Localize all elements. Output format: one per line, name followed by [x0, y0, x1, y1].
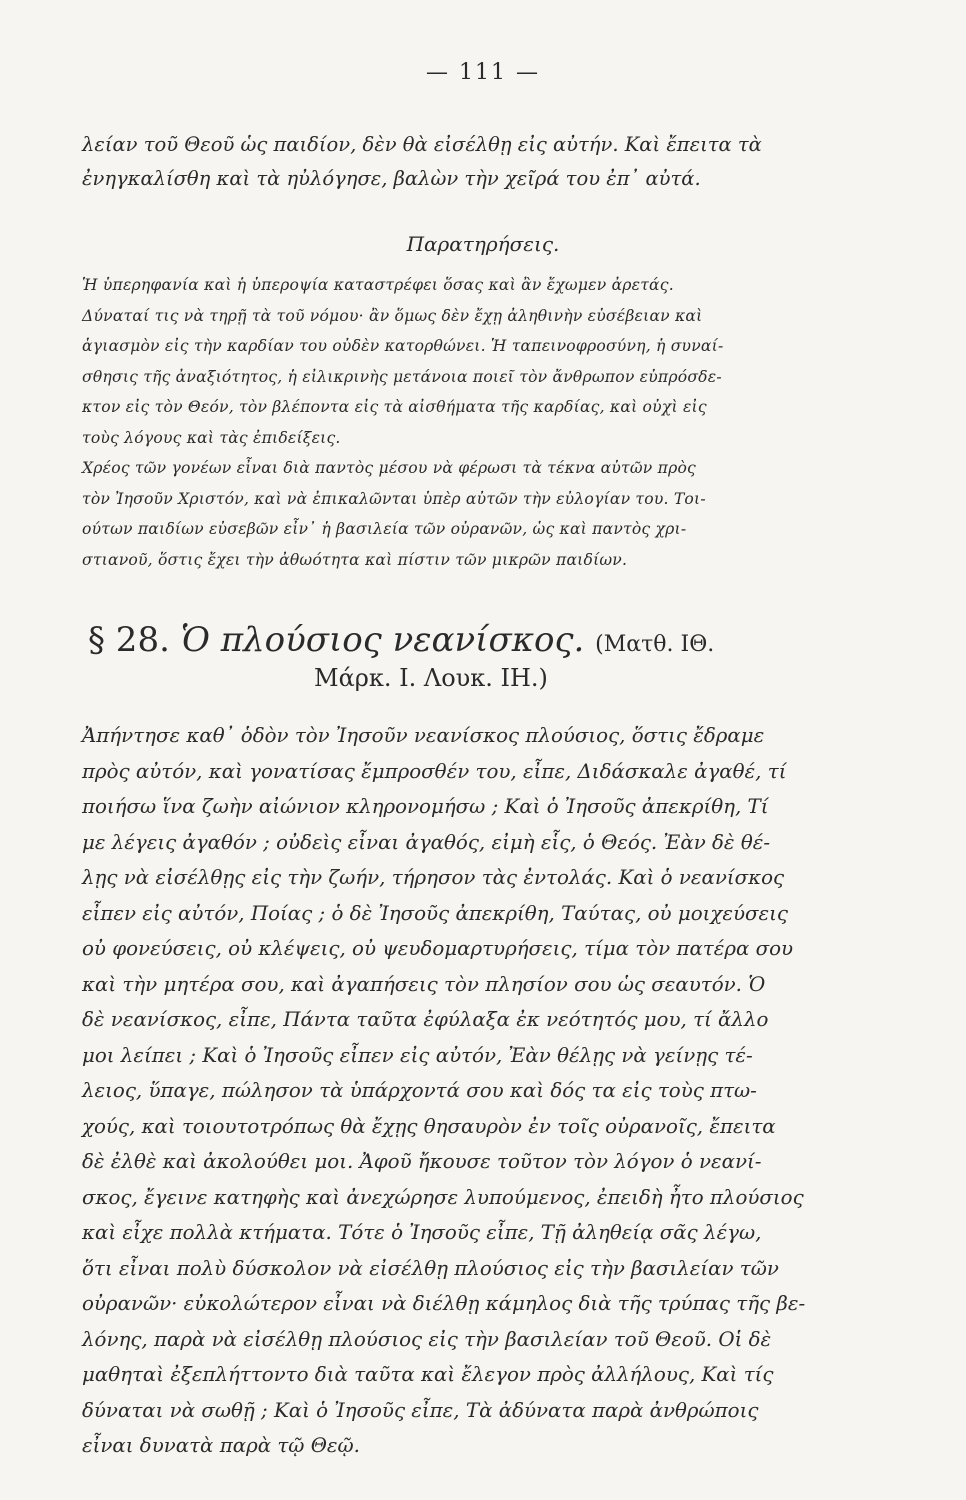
text-line: Ἀπήντησε καθ᾽ ὁδὸν τὸν Ἰησοῦν νεανίσκος πλούσιος, ὅστις ἔδραμε — [82, 724, 765, 747]
section-number: § 28. — [88, 620, 170, 660]
section-reference: (Ματθ. ΙΘ. — [595, 632, 715, 657]
text-line: ὅτι εἶναι πολὺ δύσκολον νὰ εἰσέλθῃ πλούσιος εἰς τὴν βασιλείαν τῶν — [82, 1256, 779, 1280]
text-line: λόνης, παρὰ νὰ εἰσέλθῃ πλούσιος εἰς τὴν βασιλείαν τοῦ Θεοῦ. Οἱ δὲ — [82, 1327, 772, 1351]
text-line: κτον εἰς τὸν Θεόν, τὸν βλέποντα εἰς τὰ αἰσθήματα τῆς καρδίας, καὶ οὐχὶ εἰς — [82, 398, 707, 416]
text-line: εἶπεν εἰς αὐτόν, Ποίας ; ὁ δὲ Ἰησοῦς ἀπεκρίθη, Ταύτας, οὐ μοιχεύσεις — [82, 901, 788, 925]
observations-paragraph — [82, 270, 834, 575]
text-line: τοὺς λόγους καὶ τὰς ἐπιδείξεις. — [82, 428, 341, 447]
text-line: ποιήσω ἵνα ζωὴν αἰώνιον κληρονομήσω ; Καὶ ὁ Ἰησοῦς ἀπεκρίθη, Τί — [82, 795, 769, 818]
text-line: χούς, καὶ τοιουτοτρόπως θὰ ἔχῃς θησαυρὸν ἐν τοῖς οὐρανοῖς, ἔπειτα — [82, 1114, 776, 1138]
text-line: Ἡ ὑπερηφανία καὶ ἡ ὑπεροψία καταστρέφει ὅσας καὶ ἂν ἔχωμεν ἀρετάς. — [82, 276, 674, 294]
text-line: μοι λείπει ; Καὶ ὁ Ἰησοῦς εἶπεν εἰς αὐτόν, Ἐὰν θέλῃς νὰ γείνῃς τέ- — [82, 1043, 753, 1067]
text-line: στιανοῦ, ὅστις ἔχει τὴν ἀθωότητα καὶ πίστιν τῶν μικρῶν παιδίων. — [82, 550, 628, 569]
text-line: Χρέος τῶν γονέων εἶναι διὰ παντὸς μέσου νὰ φέρωσι τὰ τέκνα αὐτῶν πρὸς — [82, 459, 696, 477]
section-reference-continued: Μάρκ. Ι. Λουκ. ΙΗ.) — [314, 664, 548, 692]
text-line: λείαν τοῦ Θεοῦ ὡς παιδίον, δὲν θὰ εἰσέλθῃ εἰς αὐτήν. Καὶ ἔπειτα τὰ — [82, 133, 762, 156]
text-line: ἁγιασμὸν εἰς τὴν καρδίαν του οὐδὲν κατορθώνει. Ἡ ταπεινοφροσύνη, ἡ συναί- — [82, 337, 724, 355]
intro-paragraph — [82, 128, 834, 196]
text-line: εἶναι δυνατὰ παρὰ τῷ Θεῷ. — [82, 1434, 360, 1457]
section-name: Ὁ πλούσιος νεανίσκος. — [180, 620, 585, 660]
text-line: Δύναταί τις νὰ τηρῇ τὰ τοῦ νόμου· ἂν ὅμως δὲν ἔχῃ ἀληθινὴν εὐσέβειαν καὶ — [82, 306, 703, 325]
page-number: — 111 — — [426, 60, 540, 85]
text-line: σκος, ἔγεινε κατηφὴς καὶ ἀνεχώρησε λυπούμενος, ἐπειδὴ ἦτο πλούσιος — [82, 1185, 804, 1209]
text-line: λῃς νὰ εἰσέλθῃς εἰς τὴν ζωήν, τήρησον τὰς ἐντολάς. Καὶ ὁ νεανίσκος — [82, 866, 785, 889]
text-line: λειος, ὕπαγε, πώλησον τὰ ὑπάρχοντά σου καὶ δός τα εἰς τοὺς πτω- — [82, 1079, 757, 1102]
text-line: καὶ τὴν μητέρα σου, καὶ ἀγαπήσεις τὸν πλησίον σου ὡς σεαυτόν. Ὁ — [82, 972, 766, 996]
text-line: καὶ εἶχε πολλὰ κτήματα. Τότε ὁ Ἰησοῦς εἶπε, Τῇ ἀληθείᾳ σᾶς λέγω, — [82, 1221, 762, 1244]
text-line: ούτων παιδίων εὐσεβῶν εἶν᾽ ἡ βασιλεία τῶν οὐρανῶν, ὡς καὶ παντὸς χρι- — [82, 520, 687, 538]
text-line: σθησις τῆς ἀναξιότητος, ἡ εἰλικρινὴς μετάνοια ποιεῖ τὸν ἄνθρωπον εὐπρόσδε- — [82, 367, 722, 386]
text-line: δύναται νὰ σωθῇ ; Καὶ ὁ Ἰησοῦς εἶπε, Τὰ ἀδύνατα παρὰ ἀνθρώποις — [82, 1398, 759, 1422]
section-title — [88, 620, 848, 692]
text-line: με λέγεις ἀγαθόν ; οὐδεὶς εἶναι ἀγαθός, εἰμὴ εἷς, ὁ Θεός. Ἐὰν δὲ θέ- — [82, 830, 771, 854]
text-line: οὐ φονεύσεις, οὐ κλέψεις, οὐ ψευδομαρτυρήσεις, τίμα τὸν πατέρα σου — [82, 937, 794, 960]
narrative-paragraph — [82, 718, 834, 1464]
text-line: ἐνηγκαλίσθη καὶ τὰ ηὐλόγησε, βαλὼν τὴν χεῖρά του ἐπ᾽ αὐτά. — [82, 167, 701, 190]
text-line: οὐρανῶν· εὐκολώτερον εἶναι νὰ διέλθῃ κάμηλος διὰ τῆς τρύπας τῆς βε- — [82, 1292, 806, 1315]
text-line: πρὸς αὐτόν, καὶ γονατίσας ἔμπροσθέν του, εἶπε, Διδάσκαλε ἀγαθέ, τί — [82, 759, 787, 783]
text-line: μαθηταὶ ἐξεπλήττοντο διὰ ταῦτα καὶ ἔλεγον πρὸς ἀλλήλους, Καὶ τίς — [82, 1363, 774, 1386]
text-line: τὸν Ἰησοῦν Χριστόν, καὶ νὰ ἐπικαλῶνται ὑπὲρ αὐτῶν τὴν εὐλογίαν του. Τοι- — [82, 489, 706, 508]
text-line: δὲ νεανίσκος, εἶπε, Πάντα ταῦτα ἐφύλαξα ἐκ νεότητός μου, τί ἄλλο — [82, 1008, 769, 1031]
text-line: δὲ ἐλθὲ καὶ ἀκολούθει μοι. Ἀφοῦ ἤκουσε τοῦτον τὸν λόγον ὁ νεανί- — [82, 1150, 762, 1173]
observations-heading: Παρατηρήσεις. — [406, 232, 560, 256]
